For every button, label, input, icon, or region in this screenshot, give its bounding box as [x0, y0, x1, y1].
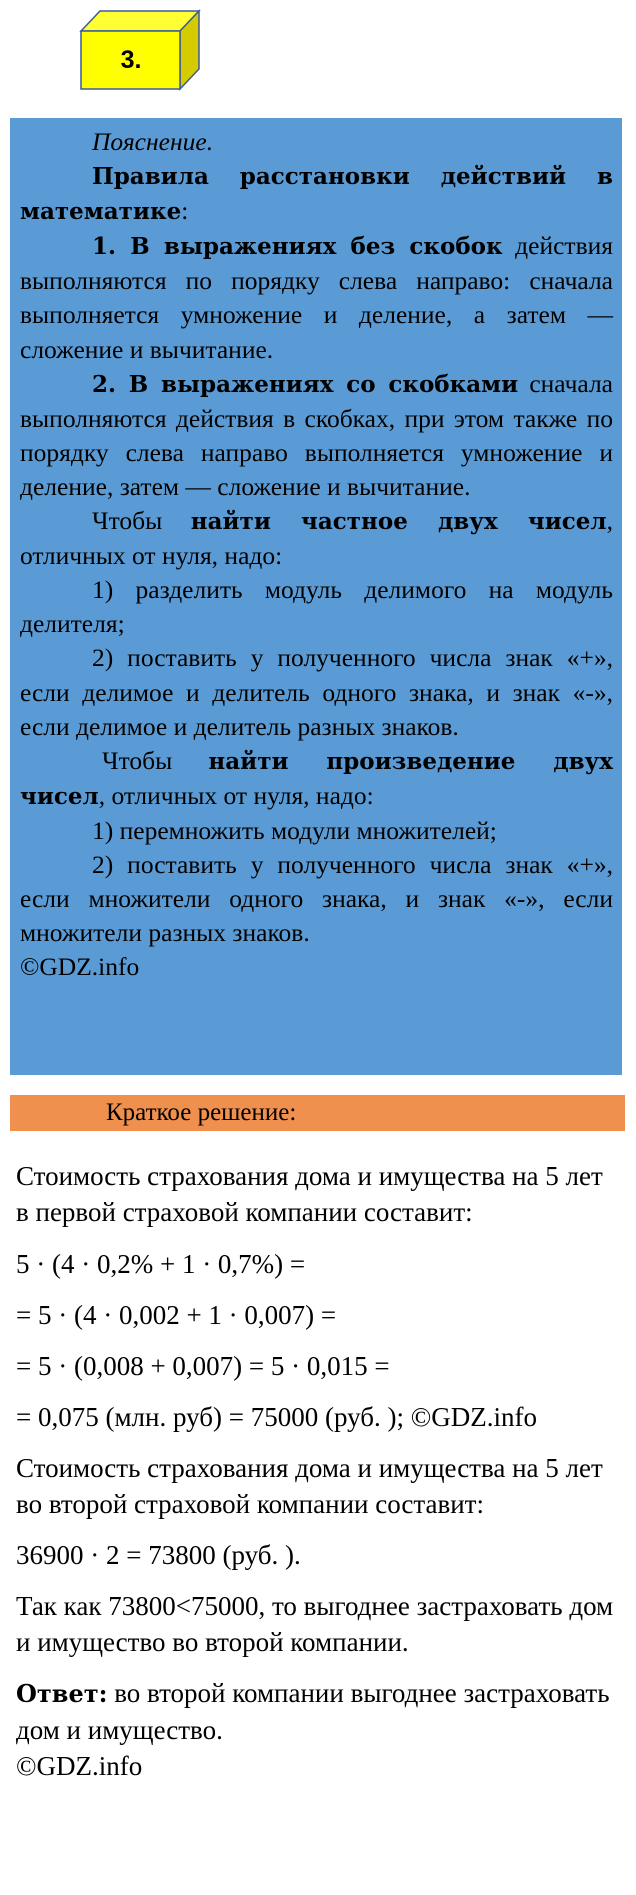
rule-2-text: сначала выполняются действия в скобках, при этом также по порядку слева направо выполняется умножение и деление, затем — сложение и вычитание.: [20, 368, 613, 501]
answer-label: Ответ:: [16, 1679, 108, 1708]
explanation-watermark: ©GDZ.info: [20, 952, 140, 982]
rules-title: [20, 159, 613, 229]
explanation-heading: Пояснение.: [92, 127, 214, 156]
rules-title-tail: :: [181, 196, 189, 226]
product-prefix: Чтобы: [102, 745, 209, 775]
quotient-step-2: 2) поставить у полученного числа знак «+», если делимое и делитель одного знака, и знак «-», если делимое и делитель разных знаков.: [20, 643, 613, 741]
product-bold: найти произведение двух чисел: [20, 747, 613, 810]
math-line-1: 5 · (4 · 0,2% + 1 · 0,7%) =: [16, 1249, 306, 1279]
product-step-2: 2) поставить у полученного числа знак «+», если множители одного знака, и знак «-», если множители разных знаков.: [20, 849, 613, 948]
task-number-cube: [78, 9, 202, 91]
rule-1-text: действия выполняются по порядку слева направо: сначала выполняется умножение и деление, а затем — сложение и вычитание.: [20, 231, 613, 364]
rule-2: [20, 367, 613, 504]
answer-text: во второй компании выгоднее застраховать дом и имущество.: [16, 1678, 610, 1745]
short-solution-header: Краткое решение:: [10, 1095, 625, 1131]
solution-watermark: ©GDZ.info: [16, 1751, 143, 1781]
solution-body: [16, 1158, 616, 1784]
quotient-rule: [20, 504, 613, 573]
rule-1-bold: 1. В выражениях без скобок: [92, 233, 503, 261]
rule-2-bold: 2. В выражениях со скобками: [92, 370, 519, 398]
quotient-prefix: Чтобы: [92, 506, 191, 536]
math-line-3: = 5 · (0,008 + 0,007) = 5 · 0,015 =: [16, 1351, 390, 1381]
quotient-bold: найти частное двух чисел: [190, 508, 607, 536]
math-line-5: 36900 · 2 = 73800 (руб. ).: [16, 1540, 301, 1570]
quotient-step-1: 1) разделить модуль делимого на модуль делителя;: [20, 575, 613, 639]
rules-title-bold: Правила расстановки действий в математике: [20, 163, 613, 226]
math-line-4: = 0,075 (млн. руб) = 75000 (руб. ); ©GDZ.info: [16, 1402, 537, 1432]
math-line-2: = 5 · (4 · 0,002 + 1 · 0,007) =: [16, 1300, 337, 1330]
rule-1: [20, 229, 613, 366]
product-step-1: 1) перемножить модули множителей;: [92, 815, 497, 845]
product-tail: , отличных от нуля, надо:: [98, 780, 374, 810]
answer: [16, 1675, 616, 1748]
task-number: 3.: [120, 45, 142, 74]
quotient-tail: , отличных от нуля, надо:: [20, 506, 613, 571]
solution-paragraph-1: Стоимость страхования дома и имущества на 5 лет в первой страховой компании составит:: [16, 1161, 603, 1227]
solution-paragraph-2: Стоимость страхования дома и имущества на 5 лет во второй страховой компании составит:: [16, 1453, 603, 1519]
explanation-panel: [10, 118, 622, 1075]
solution-paragraph-3: Так как 73800<75000, то выгоднее застраховать дом и имущество во второй компании.: [16, 1591, 614, 1657]
product-rule: [20, 744, 613, 814]
